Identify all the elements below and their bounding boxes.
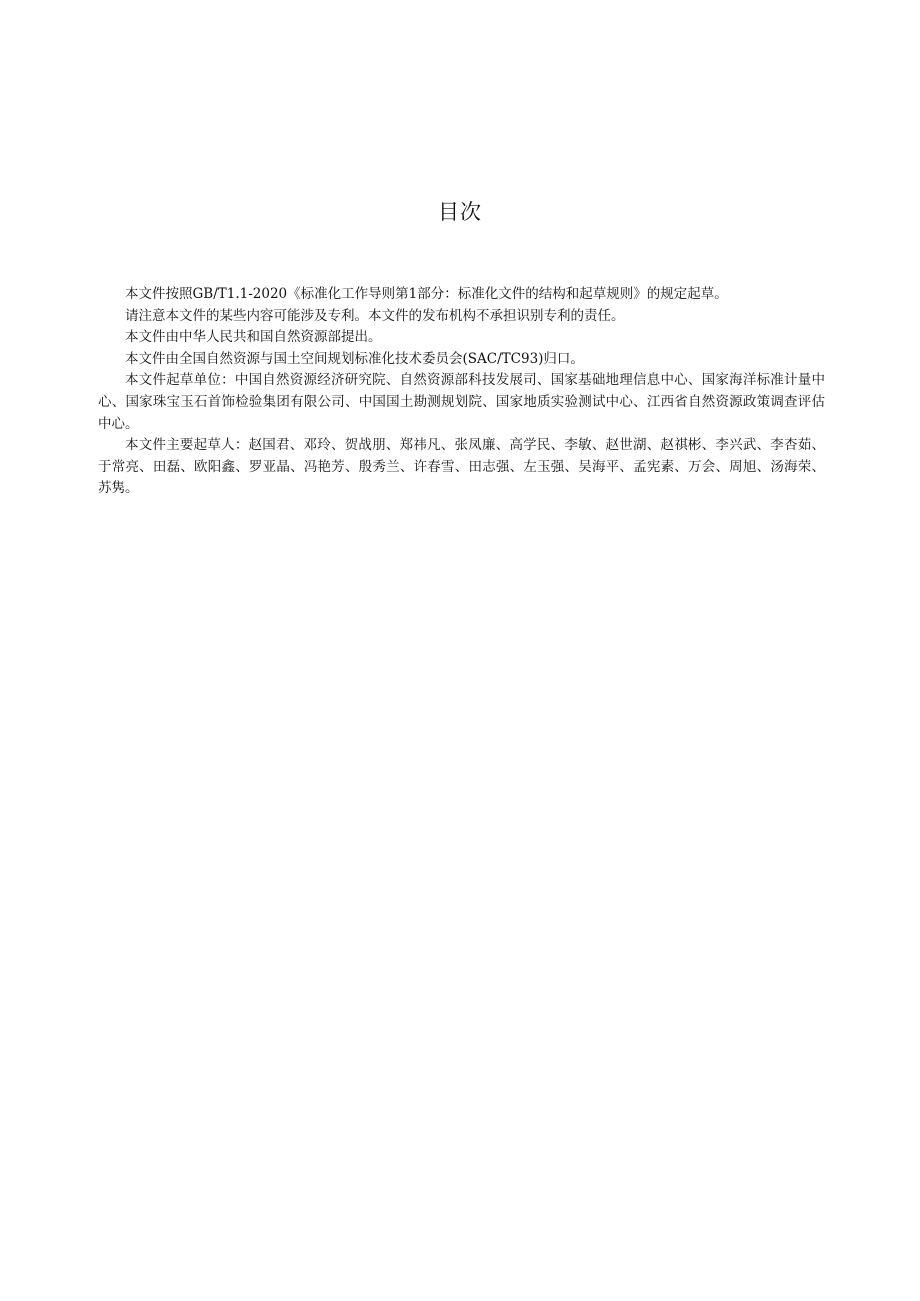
paragraph-proposed-by: 本文件由中华人民共和国自然资源部提出。 — [125, 329, 382, 346]
paragraph-main-drafters: 本文件主要起草人：赵国君、邓玲、贺战朋、郑祎凡、张凤廉、高学民、李敏、赵世湖、赵祺彬、李兴武、李杏茹、于常亮、田磊、欧阳鑫、罗亚晶、冯艳芳、殷秀兰、许春雪、田志强、左玉强、吴海平、孟宪素、万会、周旭、汤海荣、苏隽。 — [98, 437, 825, 497]
page-title: 目次 — [438, 200, 482, 224]
foreword-body — [98, 284, 825, 500]
paragraph-drafting-units: 本文件起草单位：中国自然资源经济研究院、自然资源部科技发展司、国家基础地理信息中心、国家海洋标准计量中心、国家珠宝玉石首饰检验集团有限公司、中国国土勘测规划院、国家地质实验测试中心、江西省自然资源政策调查评估中心。 — [98, 372, 825, 432]
paragraph-drafting-rules: 本文件按照GB/T1.1-2020《标准化工作导则第1部分：标准化文件的结构和起草规则》的规定起草。 — [125, 286, 728, 302]
paragraph-patent-notice: 请注意本文件的某些内容可能涉及专利。本文件的发布机构不承担识别专利的责任。 — [125, 307, 625, 324]
paragraph-under-jurisdiction: 本文件由全国自然资源与国土空间规划标准化技术委员会(SAC/TC93)归口。 — [125, 350, 584, 367]
